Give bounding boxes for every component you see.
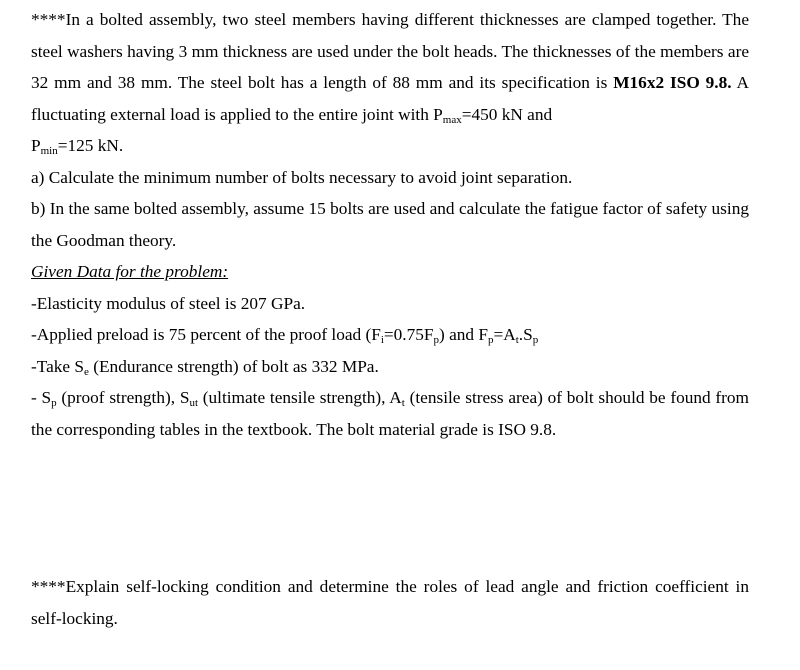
at-subscript: t (515, 334, 519, 346)
problem-2-text: Explain self-locking condition and determine the roles of lead angle and friction coefficient in self-locking. (31, 577, 749, 628)
given-tables (31, 382, 749, 445)
problem-2-stars: **** (31, 577, 66, 596)
pmax-subscript: max (442, 113, 462, 126)
sp-proof-subscript: p (51, 397, 57, 409)
given-endurance-text-b: (Endurance strength) of bolt as 332 MPa. (88, 356, 379, 376)
given-preload-text-d: =A (493, 325, 516, 344)
given-endurance (31, 351, 749, 383)
load-text-middle: =450 kN and (461, 104, 553, 124)
pmin-symbol: P (31, 136, 41, 155)
problem-2-statement (31, 571, 749, 634)
part-b: b) In the same bolted assembly, assume 15 bolts are used and calculate the fatigue factor of safety using the Goodman theory. (31, 199, 749, 250)
blank-space (31, 445, 749, 571)
given-tables-text-c: (ultimate tensile strength), A (198, 388, 402, 407)
given-data-heading: Given Data for the problem: (31, 262, 229, 281)
given-preload-text-b: =0.75F (383, 325, 434, 344)
fi-subscript: i (380, 334, 384, 346)
bolt-specification: M16x2 ISO 9.8. (613, 73, 732, 92)
given-preload-text-e: .S (518, 325, 533, 344)
problem-1-stars: **** (31, 10, 66, 29)
given-elasticity: -Elasticity modulus of steel is 207 GPa. (31, 293, 306, 313)
sut-subscript: ut (189, 397, 198, 409)
load-text-end: =125 kN. (57, 136, 124, 155)
given-tables-text-d: (tensile stress area) of bolt should be found from the corresponding tables in the textbook. The bolt material grade is ISO 9.8. (31, 388, 749, 439)
sp-subscript: p (532, 334, 539, 346)
fp-subscript-2: p (488, 334, 494, 346)
given-tables-text-a: - S (31, 388, 52, 407)
given-tables-text-b: (proof strength), S (56, 388, 190, 407)
load-text-before: A fluctuating external load is applied to the entire joint with P (31, 73, 750, 124)
given-endurance-text-a: -Take S (31, 356, 85, 376)
se-subscript: e (84, 365, 89, 378)
fp-subscript-1: p (433, 334, 440, 346)
problem-1-statement (31, 4, 749, 162)
given-preload-text-c: ) and F (439, 325, 488, 344)
problem-1-intro: In a bolted assembly, two steel members having different thicknesses are clamped together. The steel washers having 3 mm thickness are used under the bolt heads. The thicknesses of the members are 32 mm and 38 mm. The steel bolt has a length of 88 mm and its specification is (31, 10, 749, 92)
given-preload-text-a: -Applied preload is 75 percent of the proof load (F (31, 325, 381, 344)
at-area-subscript: t (401, 397, 405, 409)
part-a: a) Calculate the minimum number of bolts necessary to avoid joint separation. (31, 167, 573, 187)
pmin-subscript: min (40, 145, 58, 157)
given-preload (31, 319, 749, 351)
document-body (31, 4, 749, 634)
